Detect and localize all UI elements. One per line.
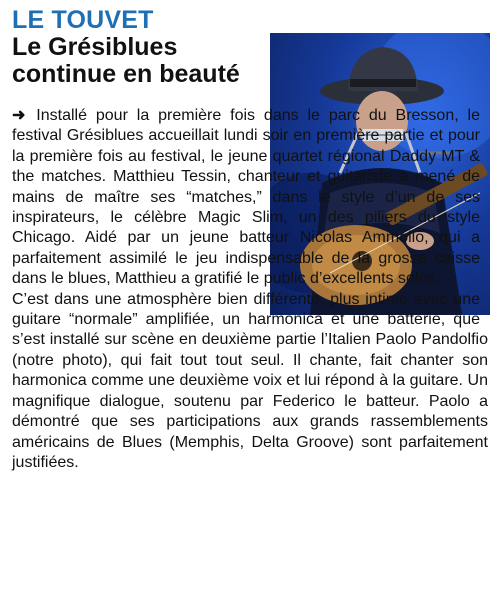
section-kicker: LE TOUVET	[12, 6, 154, 34]
photo-wrap-spacer	[480, 106, 488, 316]
article-paragraph-2: C’est dans une atmosphère bien différente, plus intime avec une guitare “normale” amplifiée, un harmonica et une batterie, que s’est installé sur scène en deuxième partie l’Italien Paolo Pandolfio (notre photo), qui fait tout tout seul. Il chante, fait chanter son harmonica comme une deuxième voix et lui répond à la guitare. Un magnifique dialogue, soutenu par Federico le batteur. Paolo a démontré que ses participations aux grands rassemblements américains de Blues (Memphis, Delta Groove) sont parfaitement justifiées.	[12, 290, 488, 471]
paragraph-1-text: Installé pour la première fois dans le parc du Bresson, le festival Grésiblues accueillait lundi soir en première partie et pour la première fois au festival, le jeune quartet régional Daddy MT & the matches. Matthieu Tessin, chanteur et guitariste a mené de mains de maître ses “matches,” dans le style d’un de ses inspirateurs, le célèbre Magic Slim, un des piliers du style Chicago. Aidé par un jeune batteur Nicolas Ammollo, qui a parfaitement assimilé le jeu indispensable de la grosse caisse dans le blues, Matthieu a gratifié le public d’excellents solos.	[12, 107, 480, 288]
lead-arrow-icon: ➜	[12, 107, 26, 124]
article-paragraph-1	[12, 106, 488, 290]
article-body	[12, 106, 488, 473]
article-headline: Le Grésiblues continue en beauté	[12, 33, 240, 88]
